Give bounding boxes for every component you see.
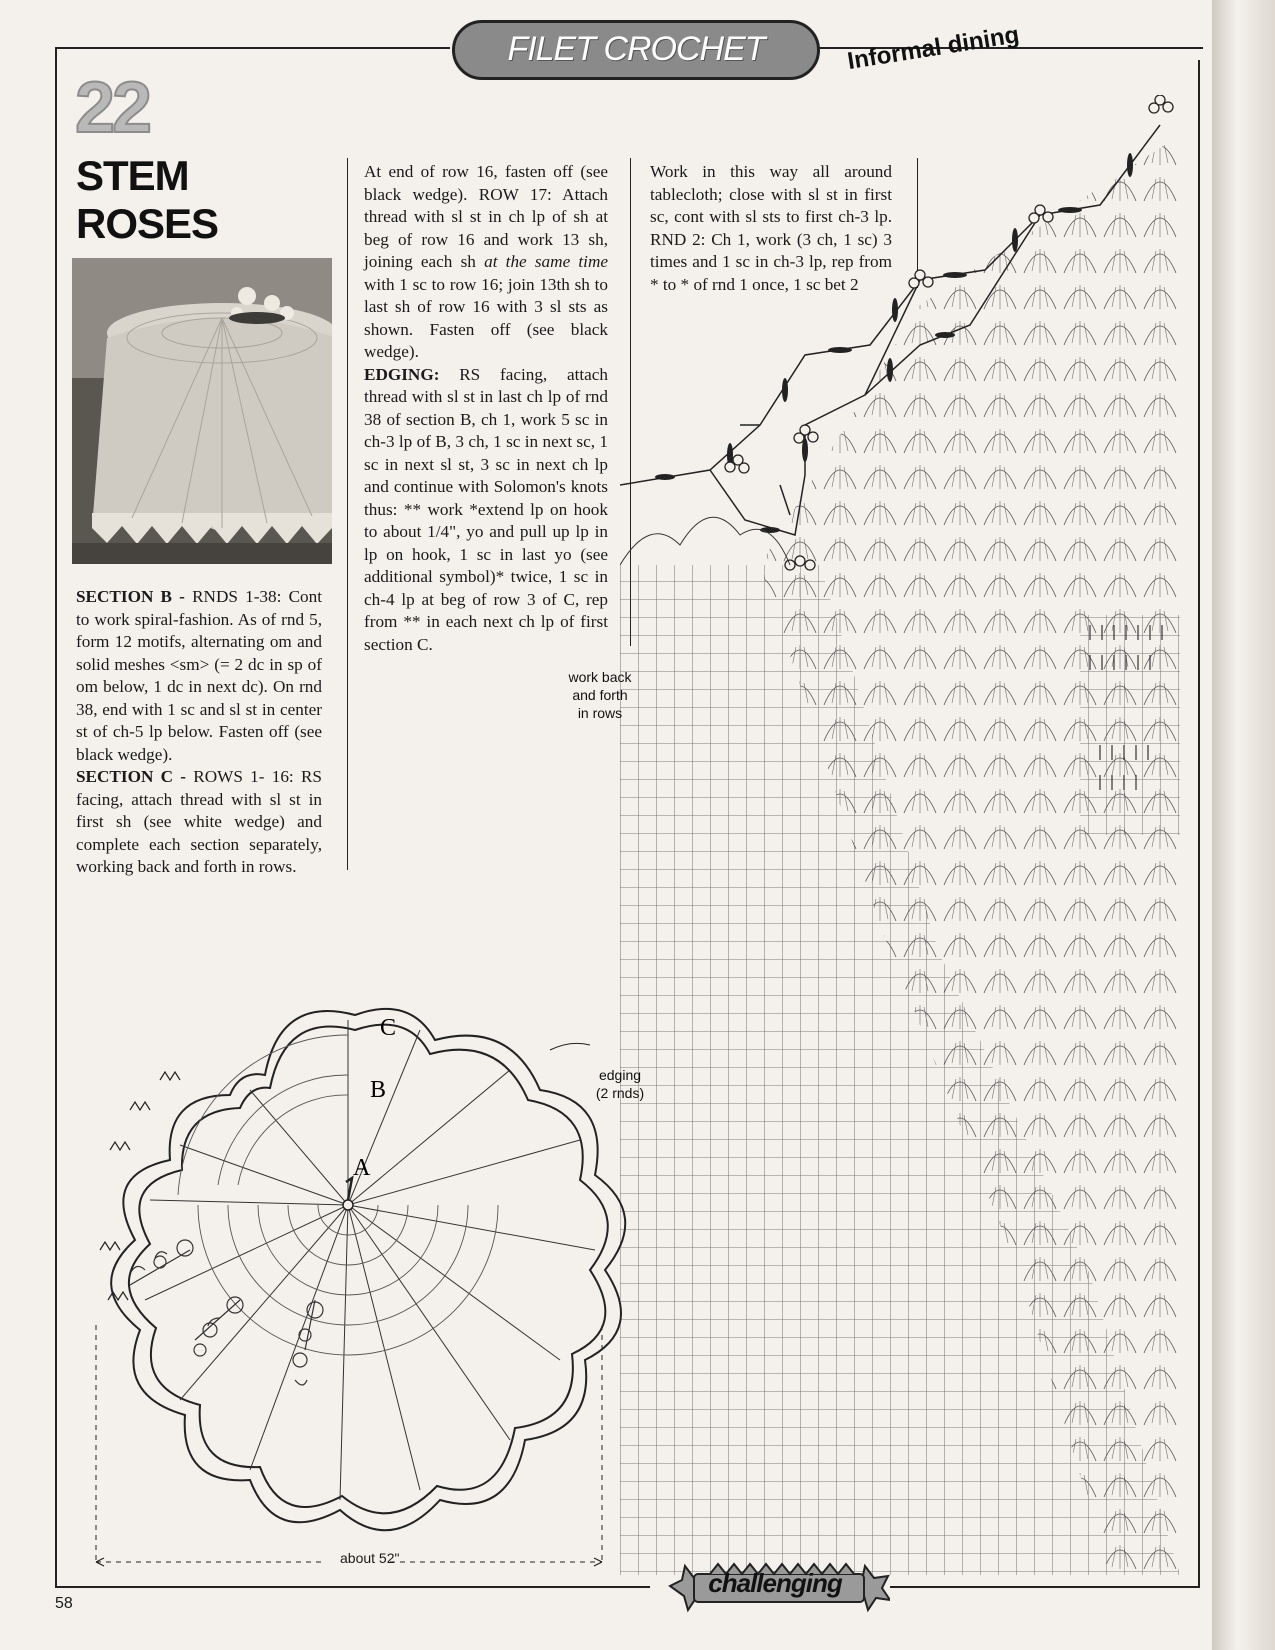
- tablecloth-photo-art: [72, 258, 332, 564]
- pattern-title: [76, 152, 218, 248]
- difficulty-rating: challenging: [708, 1568, 842, 1598]
- section-b-paragraph: [76, 586, 322, 766]
- page-number: 58: [55, 1595, 73, 1612]
- tablecloth-schematic: [90, 1000, 650, 1570]
- work-back-line2: and forth: [572, 687, 628, 703]
- row-17-text-start: At end of row 16, fasten off (see black wedge). ROW 17: Attach thread with sl st in ch lp of sh at beg of row 16 and work 13 sh, joining each sh: [364, 162, 608, 271]
- section-label-a: A: [353, 1155, 371, 1181]
- width-dimension-label: about 52": [340, 1550, 400, 1566]
- instructions-column-1: [76, 586, 322, 879]
- section-b-label: SECTION B -: [76, 587, 185, 606]
- edging-label: EDGING:: [364, 364, 440, 384]
- edging-paragraph: [364, 364, 608, 657]
- work-back-line1: work back: [568, 669, 632, 685]
- page-frame-top-left: [55, 47, 450, 49]
- work-back-line3: in rows: [577, 705, 623, 721]
- edging-line1: edging: [598, 1067, 642, 1083]
- row-17-text-italic: at the same time: [484, 252, 608, 271]
- tablecloth-photo: [72, 258, 332, 564]
- section-label-c: C: [380, 1015, 397, 1041]
- rnd-2-paragraph: Work in this way all around tablecloth; close with sl st in first sc, cont with sl sts to first ch-3 lp. RND 2: Ch 1, work (3 ch, 1 sc) 3 times and 1 sc in ch-3 lp, rep from * to * of rnd 1 once, 1 sc bet 2: [650, 162, 892, 294]
- row-17-text-end: with 1 sc to row 16; join 13th sh to last sh of row 16 with 3 sl sts as shown. Fasten off (see black wedge).: [364, 274, 608, 361]
- edging-zigzag: [100, 1072, 180, 1300]
- section-c-label: SECTION C -: [76, 767, 187, 786]
- dimension-lines: [96, 1325, 602, 1565]
- section-c-text: ROWS 1- 16: RS facing, attach thread with sl st in first sh (see white wedge) and complete each section separately, working back and forth in rows.: [76, 767, 322, 876]
- page-frame-bottom-right: [890, 1586, 1200, 1588]
- edging-line2: (2 rnds): [595, 1085, 645, 1101]
- section-b-text: RNDS 1-38: Cont to work spiral-fashion. As of rnd 5, form 12 motifs, alternating om and solid meshes <sm> (= 2 dc in sp of om below, 1 dc in next dc). On rnd 38, end with 1 sc and sl st in center st of ch-5 lp below. Fasten off (see black wedge).: [76, 587, 323, 764]
- edging-label-diagram: [585, 1066, 655, 1102]
- spiral-rings: [178, 1035, 498, 1355]
- page-subtitle: Informal dining: [845, 21, 1022, 76]
- scalloped-border: [111, 1009, 625, 1530]
- pattern-title-line2: ROSES: [76, 200, 219, 247]
- pattern-number: 22: [75, 68, 150, 148]
- edging-text: RS facing, attach thread with sl st in last ch lp of rnd 38 of section B, ch 1, work 5 sc in ch-3 lp of B, 3 ch, 1 sc in next sc, 1 sc in next sl st, 3 sc in next ch lp and continue with Solomon's knots thus: ** work *extend lp on hook to about 1/4", yo and pull up lp in lp on hook, 1 sc in last yo (see additional symbol)* twice, 1 sc in ch-4 lp at beg of row 3 of C, rep from ** in each next ch lp of first section C.: [364, 364, 608, 654]
- instructions-column-2: [364, 161, 608, 656]
- section-banner: FILET CROCHET: [452, 20, 820, 80]
- section-c-paragraph: [76, 766, 322, 879]
- row-17-paragraph: [364, 161, 608, 364]
- section-label-b: B: [370, 1077, 387, 1103]
- page-frame-left: [55, 47, 57, 1587]
- pattern-title-line1: STEM: [76, 152, 189, 199]
- crochet-stitch-chart: [620, 95, 1210, 1580]
- work-back-label: [552, 668, 648, 722]
- page-binding-shadow: [1212, 0, 1275, 1650]
- page-frame-bottom-left: [55, 1586, 650, 1588]
- column-divider: [347, 158, 348, 870]
